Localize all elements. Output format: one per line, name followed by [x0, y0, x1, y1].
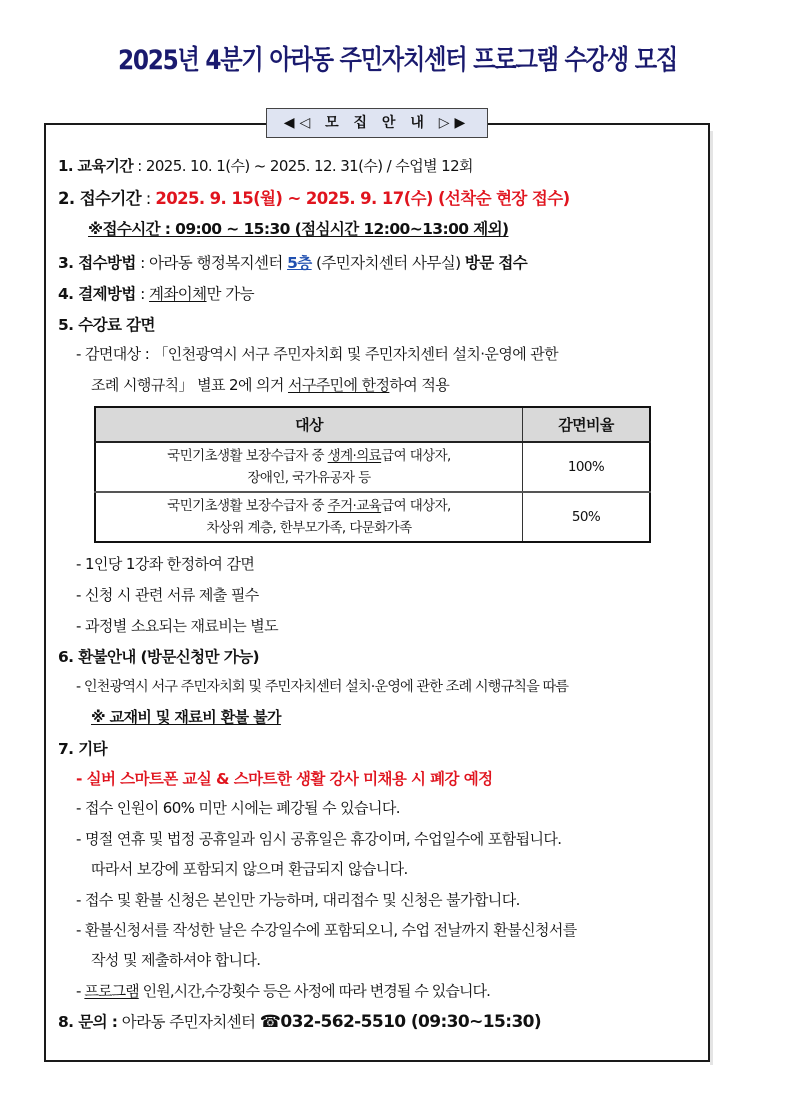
- text: 국민기초생활 보장수급자 중: [167, 498, 328, 514]
- table-cell: [95, 492, 523, 542]
- phone-number: ☎032-562-5510 (09:30~15:30): [259, 1012, 542, 1032]
- table-row: [95, 492, 650, 542]
- text: 국민기초생활 보장수급자 중: [167, 448, 328, 464]
- bullet-item: [76, 980, 490, 1001]
- bullet-item: - 1인당 1강좌 한정하여 감면: [76, 555, 255, 573]
- text: 차상위 계층, 한부모가족, 다문화가족: [206, 520, 412, 536]
- section-label: 1. 교육기간: [58, 157, 134, 175]
- separator: :: [133, 157, 146, 175]
- reduction-target-line2: [91, 374, 449, 395]
- section-application-period: [58, 185, 570, 209]
- separator: :: [141, 189, 156, 208]
- cancellation-warning: - 실버 스마트폰 교실 & 스마트한 생활 강사 미채용 시 폐강 예정: [76, 770, 493, 788]
- section-payment-method: [58, 282, 254, 304]
- bullet-item: - 환불신청서를 작성한 날은 수강일수에 포함되오니, 수업 전날까지 환불신청서를: [76, 921, 577, 939]
- application-time-note: ※접수시간 : 09:00 ~ 15:30 (점심시간 12:00~13:00 제외): [88, 220, 509, 238]
- section-value: 2025. 9. 15(월) ~ 2025. 9. 17(수) (선착순 현장 접수): [155, 189, 570, 208]
- notice-tag: ◀◁ 모 집 안 내 ▷▶: [266, 108, 488, 138]
- separator: :: [135, 254, 150, 272]
- method-text: (주민자치센터 사무실): [311, 254, 465, 272]
- section-label: 4. 결제방법: [58, 285, 136, 303]
- text: 인원,시간,수강횟수 등은 사정에 따라 변경될 수 있습니다.: [138, 982, 491, 1000]
- reduction-table: [94, 406, 651, 543]
- text: 장애인, 국가유공자 등: [247, 470, 371, 486]
- refund-note: ※ 교재비 및 재료비 환불 불가: [91, 708, 281, 726]
- section-label: 3. 접수방법: [58, 254, 136, 272]
- bullet-item: - 신청 시 관련 서류 제출 필수: [76, 586, 259, 604]
- underlined-text: 프로그램: [84, 982, 139, 1000]
- payment-text: 만 가능: [206, 285, 254, 303]
- text: 하여 적용: [389, 376, 450, 394]
- text: 조례 시행규칙」 별표 2에 의거: [91, 376, 288, 394]
- bullet-item: - 명절 연휴 및 법정 공휴일과 임시 공휴일은 휴강이며, 수업일수에 포함됩니다.: [76, 830, 562, 848]
- separator: :: [135, 285, 150, 303]
- underlined-text: 주거·교육: [327, 498, 382, 514]
- underlined-text: 생계·의료: [327, 448, 382, 464]
- bullet-item: - 접수 인원이 60% 미만 시에는 폐강될 수 있습니다.: [76, 799, 400, 817]
- reduction-target-line1: - 감면대상 : 「인천광역시 서구 주민자치회 및 주민자치센터 설치·운영에 관한: [76, 345, 559, 363]
- floor-highlight: 5층: [287, 254, 312, 272]
- text: 급여 대상자,: [381, 448, 451, 464]
- section-refund: 6. 환불안내 (방문신청만 가능): [58, 648, 259, 666]
- section-education-period: [58, 155, 473, 176]
- table-cell: 100%: [523, 442, 651, 492]
- contact-name: 아라동 주민자치센터: [117, 1013, 260, 1031]
- payment-type: 계좌이체: [149, 285, 207, 303]
- table-header-row: [95, 407, 650, 442]
- section-other: 7. 기타: [58, 740, 108, 758]
- table-row: [95, 442, 650, 492]
- section-label: 8. 문의 :: [58, 1013, 118, 1031]
- bullet-item: - 접수 및 환불 신청은 본인만 가능하며, 대리접수 및 신청은 불가합니다.: [76, 891, 520, 909]
- section-contact: [58, 1010, 541, 1032]
- bullet-item-cont: 작성 및 제출하셔야 합니다.: [91, 951, 261, 969]
- table-cell: [95, 442, 523, 492]
- underlined-text: 서구주민에 한정: [287, 376, 390, 394]
- table-cell: 50%: [523, 492, 651, 542]
- section-fee-reduction: 5. 수강료 감면: [58, 316, 155, 334]
- table-header: 감면비율: [523, 407, 651, 442]
- table-header: 대상: [95, 407, 523, 442]
- section-value: 2025. 10. 1(수) ~ 2025. 12. 31(수) / 수업별 12회: [145, 157, 473, 175]
- page-title: 2025년 4분기 아라동 주민자치센터 프로그램 수강생 모집: [117, 45, 678, 76]
- text: 급여 대상자,: [381, 498, 451, 514]
- dash: -: [76, 982, 85, 1000]
- bullet-item-cont: 따라서 보강에 포함되지 않으며 환급되지 않습니다.: [91, 860, 408, 878]
- method-text: 아라동 행정복지센터: [149, 254, 288, 272]
- method-emphasis: 방문 접수: [464, 254, 528, 272]
- section-label: 2. 접수기간: [58, 189, 142, 208]
- refund-rule: - 인천광역시 서구 주민자치회 및 주민자치센터 설치·운영에 관한 조례 시행규칙을 따름: [76, 679, 569, 695]
- section-application-method: [58, 251, 527, 273]
- bullet-item: - 과정별 소요되는 재료비는 별도: [76, 617, 279, 635]
